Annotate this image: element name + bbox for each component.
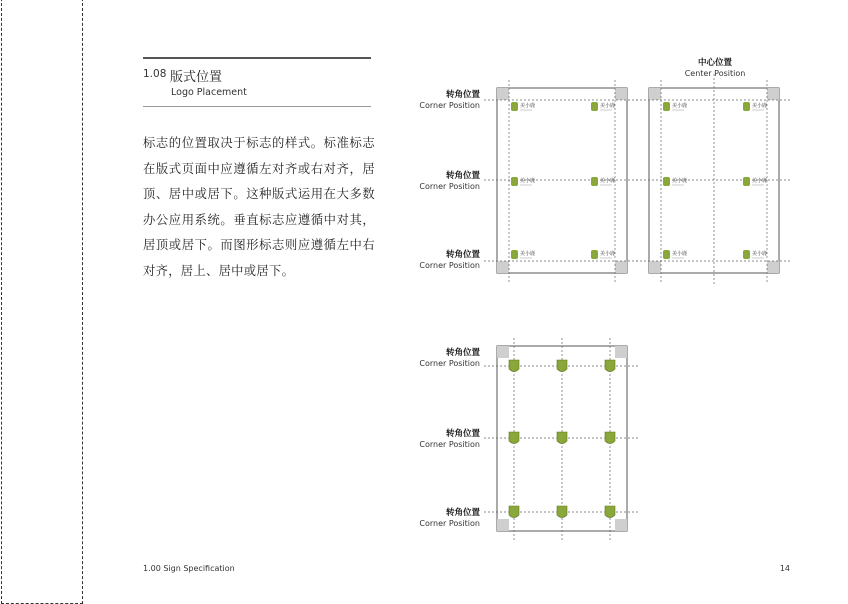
svg-text:美小鹿: 美小鹿 bbox=[520, 178, 536, 184]
corner-label-d3-top bbox=[362, 348, 480, 370]
svg-text:美小鹿: 美小鹿 bbox=[752, 178, 768, 184]
footer-section-label: 1.00 Sign Specification bbox=[143, 564, 235, 573]
svg-text:美小鹿: 美小鹿 bbox=[600, 251, 616, 257]
center-position-en: Center Position bbox=[684, 69, 746, 79]
section-subtitle: Logo Placement bbox=[171, 87, 247, 98]
svg-text:美小鹿: 美小鹿 bbox=[672, 103, 688, 109]
center-position-cn: 中心位置 bbox=[697, 58, 732, 68]
corner-label-d3-middle bbox=[362, 429, 480, 451]
corner-label-en: Corner Position bbox=[419, 101, 480, 111]
logo-bottom-left bbox=[663, 250, 687, 259]
corner-label-en: Corner Position bbox=[419, 519, 480, 529]
layout-diagram-symbol-grid bbox=[484, 332, 644, 544]
logo-top-right bbox=[743, 102, 767, 111]
logo-middle-left bbox=[663, 177, 687, 186]
header-rule-bottom bbox=[143, 106, 371, 107]
page-number: 14 bbox=[779, 564, 790, 573]
corner-label-cn: 转角位置 bbox=[445, 508, 480, 518]
svg-text:美小鹿: 美小鹿 bbox=[672, 178, 688, 184]
alignment-guides bbox=[636, 74, 792, 284]
corner-label-en: Corner Position bbox=[419, 261, 480, 271]
logo-top-right bbox=[591, 102, 615, 111]
corner-label-cn: 转角位置 bbox=[445, 348, 480, 358]
alignment-guides bbox=[484, 80, 640, 284]
layout-diagram-corner bbox=[484, 74, 644, 286]
logo-top-left bbox=[511, 102, 535, 111]
logo-middle-left bbox=[511, 177, 535, 186]
corner-label-cn: 转角位置 bbox=[445, 429, 480, 439]
corner-label-cn: 转角位置 bbox=[445, 250, 480, 260]
corner-label-d1-middle bbox=[362, 171, 480, 193]
corner-label-d1-bottom bbox=[362, 250, 480, 272]
section-number: 1.08 bbox=[143, 68, 167, 80]
corner-label-d1-top bbox=[362, 90, 480, 112]
section-title: 版式位置 bbox=[170, 70, 223, 85]
svg-text:美小鹿: 美小鹿 bbox=[752, 103, 768, 109]
corner-label-en: Corner Position bbox=[419, 440, 480, 450]
layout-diagram-center bbox=[636, 74, 796, 286]
logo-bottom-right bbox=[743, 250, 767, 259]
svg-text:美小鹿: 美小鹿 bbox=[520, 103, 536, 109]
header-rule-top bbox=[143, 57, 371, 59]
logo-middle-right bbox=[743, 177, 767, 186]
logo-bottom-left bbox=[511, 250, 535, 259]
corner-label-en: Corner Position bbox=[419, 359, 480, 369]
corner-label-cn: 转角位置 bbox=[445, 90, 480, 100]
svg-text:美小鹿: 美小鹿 bbox=[752, 251, 768, 257]
svg-text:美小鹿: 美小鹿 bbox=[600, 178, 616, 184]
logo-middle-right bbox=[591, 177, 615, 186]
svg-text:美小鹿: 美小鹿 bbox=[600, 103, 616, 109]
svg-text:美小鹿: 美小鹿 bbox=[672, 251, 688, 257]
corner-label-en: Corner Position bbox=[419, 182, 480, 192]
corner-label-cn: 转角位置 bbox=[445, 171, 480, 181]
logo-bottom-right bbox=[591, 250, 615, 259]
svg-text:美小鹿: 美小鹿 bbox=[520, 251, 536, 257]
binding-margin-guide bbox=[1, 0, 83, 604]
corner-label-d3-bottom bbox=[362, 508, 480, 530]
body-paragraph: 标志的位置取决于标志的样式。标准标志在版式页面中应遵循左对齐或右对齐，居顶、居中或居下。这种版式运用在大多数办公应用系统。垂直标志应遵循中对其，居顶或居下。而图形标志则应遵循左中右对齐，居上、居中或居下。 bbox=[143, 136, 375, 278]
logo-top-left bbox=[663, 102, 687, 111]
